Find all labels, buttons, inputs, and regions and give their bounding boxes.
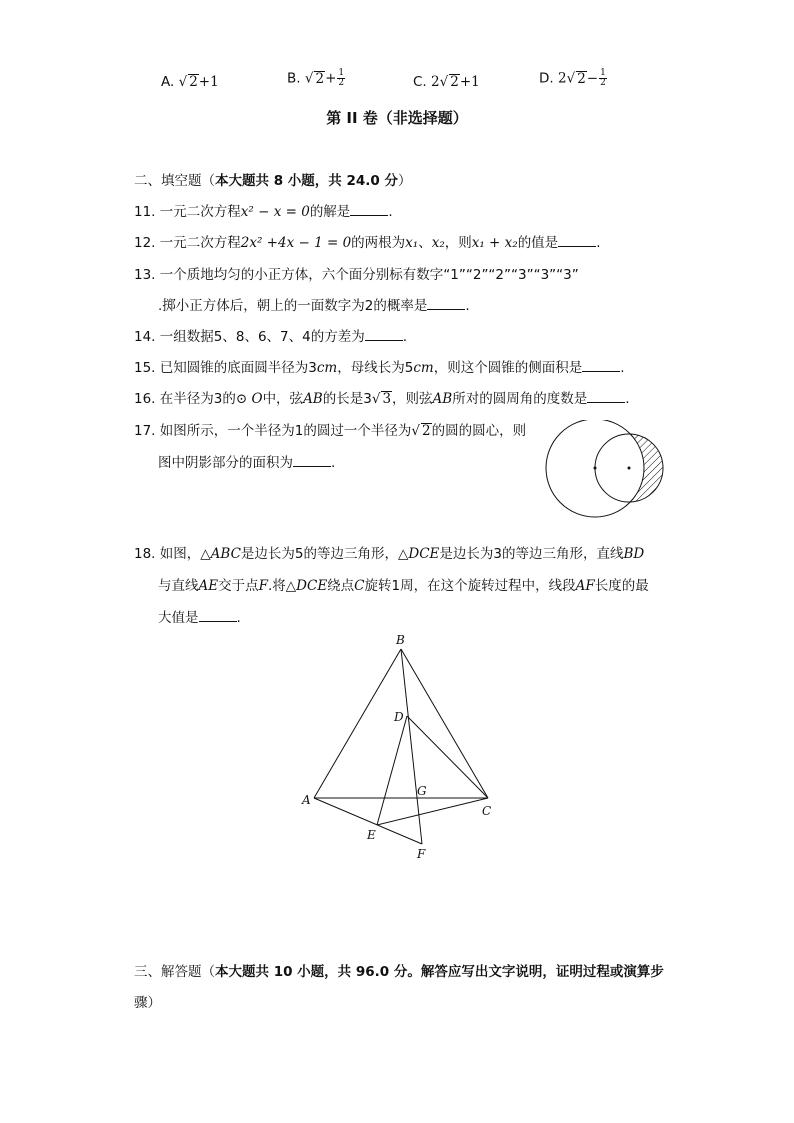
question-text: 的长是3 bbox=[322, 391, 372, 407]
heading-text: 二、填空题（ bbox=[134, 173, 215, 189]
section-heading-3 bbox=[134, 963, 664, 981]
label-a: A bbox=[302, 793, 311, 807]
question-17: 17. 如图所示，一个半径为1的圆过一个半径为√ 2的圆的圆心，则 bbox=[134, 423, 527, 439]
question-13-line2 bbox=[158, 297, 470, 315]
question-text: 如图所示，一个半径为1的圆过一个半径为 bbox=[159, 423, 412, 439]
question-14 bbox=[134, 328, 407, 346]
question-number: 17. bbox=[134, 423, 156, 439]
question-text: 所对的圆周角的度数是 bbox=[452, 391, 588, 407]
coefficient: 2 bbox=[557, 70, 567, 87]
question-text: ，母线长为5 bbox=[337, 360, 414, 376]
question-text: 是边长为3的等边三角形，直线 bbox=[439, 546, 624, 562]
choice-b: B. √ 2+ $\frac{1}{2}$ bbox=[287, 68, 345, 88]
question-text: ，则这个圆锥的侧面积是 bbox=[433, 360, 583, 376]
heading-bold: 本大题共 10 小题，共 96.0 分。解答应写出文字说明，证明过程或演算步 bbox=[215, 964, 664, 980]
heading-bold: 本大题共 8 小题，共 24.0 分 bbox=[215, 173, 399, 189]
question-text: 的圆的圆心，则 bbox=[431, 423, 527, 439]
variable: C bbox=[354, 578, 365, 594]
variable: AE bbox=[198, 578, 219, 594]
question-text: 是边长为5的等边三角形， bbox=[240, 546, 399, 562]
question-text: 一个质地均匀的小正方体，六个面分别标有数字“1”“2”“2”“3”“3”“3” bbox=[159, 267, 579, 283]
question-number: 12. bbox=[134, 235, 156, 251]
label-b: B bbox=[396, 633, 405, 647]
punct: . bbox=[620, 360, 625, 376]
choice-d: D. 2√ 2− $\frac{1}{2}$ bbox=[539, 68, 606, 88]
radicand: 2 bbox=[315, 70, 325, 87]
choice-label: C. bbox=[413, 74, 427, 90]
label-f: F bbox=[417, 847, 426, 861]
variable: x₂ bbox=[431, 235, 445, 251]
question-text: 交于点 bbox=[218, 578, 259, 594]
part-title: 第 II 卷（非选择题） bbox=[326, 109, 468, 127]
unit: cm bbox=[316, 360, 338, 376]
question-text: .掷小正方体后，朝上的一面数字为2的概率是 bbox=[158, 298, 428, 314]
equation: x² − x = 0 bbox=[240, 204, 310, 220]
punct: . bbox=[625, 391, 630, 407]
equation: 2x² +4x − 1 = 0 bbox=[240, 235, 352, 251]
answer-blank[interactable] bbox=[293, 454, 331, 467]
answer-blank[interactable] bbox=[587, 390, 625, 403]
answer-blank[interactable] bbox=[558, 234, 596, 247]
variable: F bbox=[258, 578, 268, 594]
variable: x₁ bbox=[405, 235, 419, 251]
question-text: 的解是 bbox=[309, 204, 351, 220]
radicand: 2 bbox=[577, 70, 586, 87]
label-c: C bbox=[482, 804, 492, 818]
question-text: ，则弦 bbox=[392, 391, 433, 407]
choice-c: C. 2√ 2+1 bbox=[413, 74, 480, 90]
question-text: 旋转1周，在这个旋转过程中，线段 bbox=[364, 578, 576, 594]
section-heading-3-line2 bbox=[134, 994, 161, 1012]
question-text: 一元二次方程 bbox=[159, 235, 241, 251]
choice-a: A. √ 2+1 bbox=[161, 74, 219, 90]
label-g: G bbox=[417, 784, 427, 798]
answer-blank[interactable] bbox=[582, 359, 620, 372]
question-text: 大值是 bbox=[158, 610, 199, 626]
large-center-dot bbox=[594, 467, 597, 470]
heading-text: 骤） bbox=[134, 995, 161, 1011]
punct: 、 bbox=[418, 235, 432, 251]
segment-ab bbox=[314, 649, 401, 798]
answer-blank[interactable] bbox=[199, 609, 237, 622]
question-17-line2 bbox=[158, 454, 335, 472]
heading-text: ） bbox=[398, 173, 412, 189]
punct: . bbox=[402, 329, 408, 345]
answer-blank[interactable] bbox=[350, 203, 388, 216]
fraction: $\frac{1}{2}$ bbox=[600, 68, 606, 88]
question-text: 长度的最 bbox=[594, 578, 649, 594]
question-text: 一组数据5、8、6、7、4的方差为 bbox=[159, 329, 365, 345]
variable: BD bbox=[623, 546, 645, 562]
question-18-line3 bbox=[158, 609, 241, 627]
circles-figure bbox=[540, 420, 670, 520]
question-text: 的值是 bbox=[517, 235, 559, 251]
question-number: 16. bbox=[134, 391, 156, 407]
radicand: 2 bbox=[189, 74, 198, 90]
expression: x₁ + x₂ bbox=[471, 235, 518, 251]
punct: . bbox=[236, 610, 241, 626]
variable: AB bbox=[432, 391, 453, 407]
triangle-figure bbox=[290, 628, 520, 868]
question-number: 14. bbox=[134, 329, 156, 345]
question-11 bbox=[134, 203, 393, 221]
punct: . bbox=[331, 455, 336, 471]
question-number: 11. bbox=[134, 204, 156, 220]
term: +1 bbox=[198, 74, 219, 90]
triangle-name: △DCE bbox=[398, 546, 440, 562]
variable: AB bbox=[303, 391, 323, 407]
radicand: 2 bbox=[421, 423, 431, 439]
question-text: 一元二次方程 bbox=[159, 204, 241, 220]
heading-text: 三、解答题（ bbox=[134, 964, 215, 980]
radicand: 3 bbox=[382, 391, 392, 407]
variable: AF bbox=[575, 578, 595, 594]
label-d: D bbox=[394, 710, 404, 724]
question-text: ，则 bbox=[444, 235, 472, 251]
question-text: 图中阴影部分的面积为 bbox=[158, 455, 293, 471]
shaded-region bbox=[546, 420, 663, 517]
question-text: 绕点 bbox=[327, 578, 355, 594]
choice-label: D. bbox=[539, 70, 554, 87]
radicand: 2 bbox=[450, 74, 459, 90]
segment-ec bbox=[377, 798, 488, 825]
answer-blank[interactable] bbox=[427, 297, 465, 310]
question-text: 已知圆锥的底面圆半径为3 bbox=[159, 360, 317, 376]
question-18-line2 bbox=[158, 577, 649, 595]
question-15 bbox=[134, 359, 625, 377]
triangle-name: △DCE bbox=[285, 578, 328, 594]
segment-de bbox=[377, 716, 407, 825]
question-text: 如图， bbox=[159, 546, 201, 562]
punct: . bbox=[388, 204, 393, 220]
question-text: 中，弦 bbox=[262, 391, 304, 407]
triangle-name: △ABC bbox=[200, 546, 241, 562]
unit: cm bbox=[413, 360, 434, 376]
choice-label: A. bbox=[161, 74, 175, 90]
fraction: $\frac{1}{2}$ bbox=[338, 68, 345, 88]
small-center-dot bbox=[628, 467, 631, 470]
coefficient: 2 bbox=[431, 74, 440, 90]
question-13 bbox=[134, 266, 579, 284]
term: +1 bbox=[459, 74, 480, 90]
variable: O bbox=[251, 391, 263, 407]
question-12 bbox=[134, 234, 600, 252]
question-number: 15. bbox=[134, 360, 156, 376]
question-text: 的两根为 bbox=[351, 235, 406, 251]
question-text: .将 bbox=[267, 578, 286, 594]
punct: . bbox=[465, 298, 470, 314]
punct: . bbox=[596, 235, 601, 251]
question-number: 13. bbox=[134, 267, 156, 283]
section-heading-2 bbox=[134, 172, 412, 190]
question-18 bbox=[134, 545, 644, 563]
circle-symbol: ⊙ bbox=[235, 391, 252, 407]
label-e: E bbox=[367, 828, 376, 842]
question-16: 16. 在半径为3的⊙ O中，弦AB的长是3√ 3，则弦AB所对的圆周角的度数是 . bbox=[134, 391, 630, 407]
choice-label: B. bbox=[287, 70, 301, 87]
question-number: 18. bbox=[134, 546, 156, 562]
answer-blank[interactable] bbox=[365, 328, 403, 341]
question-text: 与直线 bbox=[158, 578, 199, 594]
question-text: 在半径为3的 bbox=[159, 391, 236, 407]
